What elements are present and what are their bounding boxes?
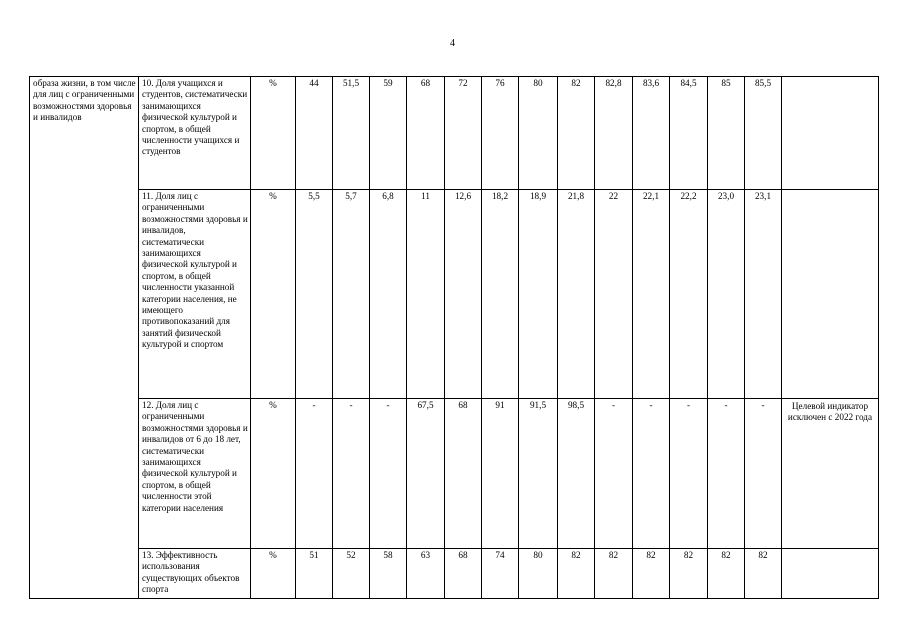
unit-cell: % — [251, 399, 296, 549]
value-cell: 80 — [519, 77, 558, 190]
value-cell: 18,9 — [519, 190, 558, 399]
value-cell: 85,5 — [745, 77, 782, 190]
group-label-cell: образа жизни, в том числе для лиц с ограниченными возможностями здоровья и инвалидов — [30, 77, 139, 190]
value-cell: - — [333, 399, 370, 549]
value-cell: 98,5 — [558, 399, 595, 549]
value-cell: 5,7 — [333, 190, 370, 399]
value-cell: - — [708, 399, 745, 549]
group-label-cell — [30, 549, 139, 599]
unit-cell: % — [251, 77, 296, 190]
value-cell: 68 — [445, 549, 482, 599]
value-cell: 72 — [445, 77, 482, 190]
note-cell — [782, 77, 879, 190]
value-cell: 59 — [370, 77, 407, 190]
value-cell: 83,6 — [633, 77, 670, 190]
value-cell: 74 — [482, 549, 519, 599]
value-cell: 51,5 — [333, 77, 370, 190]
table-row — [30, 549, 879, 599]
value-cell: - — [670, 399, 708, 549]
value-cell: 82 — [670, 549, 708, 599]
value-cell: 44 — [296, 77, 333, 190]
value-cell: 58 — [370, 549, 407, 599]
value-cell: 22,2 — [670, 190, 708, 399]
indicator-name-cell: 11. Доля лиц с ограниченными возможностями здоровья и инвалидов, систематически занимающихся физической культурой и спортом, в общей численности указанной категории населения, не имеющего противопоказаний для занятий физической культурой и спортом — [139, 190, 251, 399]
group-label-cell — [30, 399, 139, 549]
value-cell: 22 — [595, 190, 633, 399]
table-row — [30, 190, 879, 399]
value-cell: 5,5 — [296, 190, 333, 399]
note-cell: Целевой индикатор исключен с 2022 года — [782, 399, 879, 549]
value-cell: 63 — [407, 549, 445, 599]
note-cell — [782, 190, 879, 399]
value-cell: 12,6 — [445, 190, 482, 399]
value-cell: - — [633, 399, 670, 549]
unit-cell: % — [251, 549, 296, 599]
value-cell: - — [296, 399, 333, 549]
value-cell: - — [745, 399, 782, 549]
value-cell: 84,5 — [670, 77, 708, 190]
unit-cell: % — [251, 190, 296, 399]
value-cell: 11 — [407, 190, 445, 399]
value-cell: 82 — [595, 549, 633, 599]
page-number: 4 — [450, 38, 455, 49]
value-cell: 82 — [558, 77, 595, 190]
table-row — [30, 77, 879, 190]
value-cell: 21,8 — [558, 190, 595, 399]
value-cell: 82 — [745, 549, 782, 599]
value-cell: - — [595, 399, 633, 549]
value-cell: 68 — [445, 399, 482, 549]
indicators-table — [29, 76, 879, 599]
value-cell: 80 — [519, 549, 558, 599]
value-cell: - — [370, 399, 407, 549]
value-cell: 6,8 — [370, 190, 407, 399]
value-cell: 85 — [708, 77, 745, 190]
indicator-name-cell: 13. Эффективность использования существующих объектов спорта — [139, 549, 251, 599]
indicator-name-cell: 10. Доля учащихся и студентов, систематически занимающихся физической культурой и спортом, в общей численности учащихся и студентов — [139, 77, 251, 190]
value-cell: 68 — [407, 77, 445, 190]
value-cell: 18,2 — [482, 190, 519, 399]
value-cell: 82 — [558, 549, 595, 599]
value-cell: 23,0 — [708, 190, 745, 399]
value-cell: 82 — [633, 549, 670, 599]
indicator-name-cell: 12. Доля лиц с ограниченными возможностями здоровья и инвалидов от 6 до 18 лет, систематически занимающихся физической культурой и спортом, в общей численности этой категории населения — [139, 399, 251, 549]
note-cell — [782, 549, 879, 599]
table-row — [30, 399, 879, 549]
value-cell: 51 — [296, 549, 333, 599]
value-cell: 91,5 — [519, 399, 558, 549]
value-cell: 23,1 — [745, 190, 782, 399]
value-cell: 22,1 — [633, 190, 670, 399]
group-label-cell — [30, 190, 139, 399]
value-cell: 76 — [482, 77, 519, 190]
value-cell: 52 — [333, 549, 370, 599]
value-cell: 67,5 — [407, 399, 445, 549]
value-cell: 82,8 — [595, 77, 633, 190]
value-cell: 91 — [482, 399, 519, 549]
value-cell: 82 — [708, 549, 745, 599]
